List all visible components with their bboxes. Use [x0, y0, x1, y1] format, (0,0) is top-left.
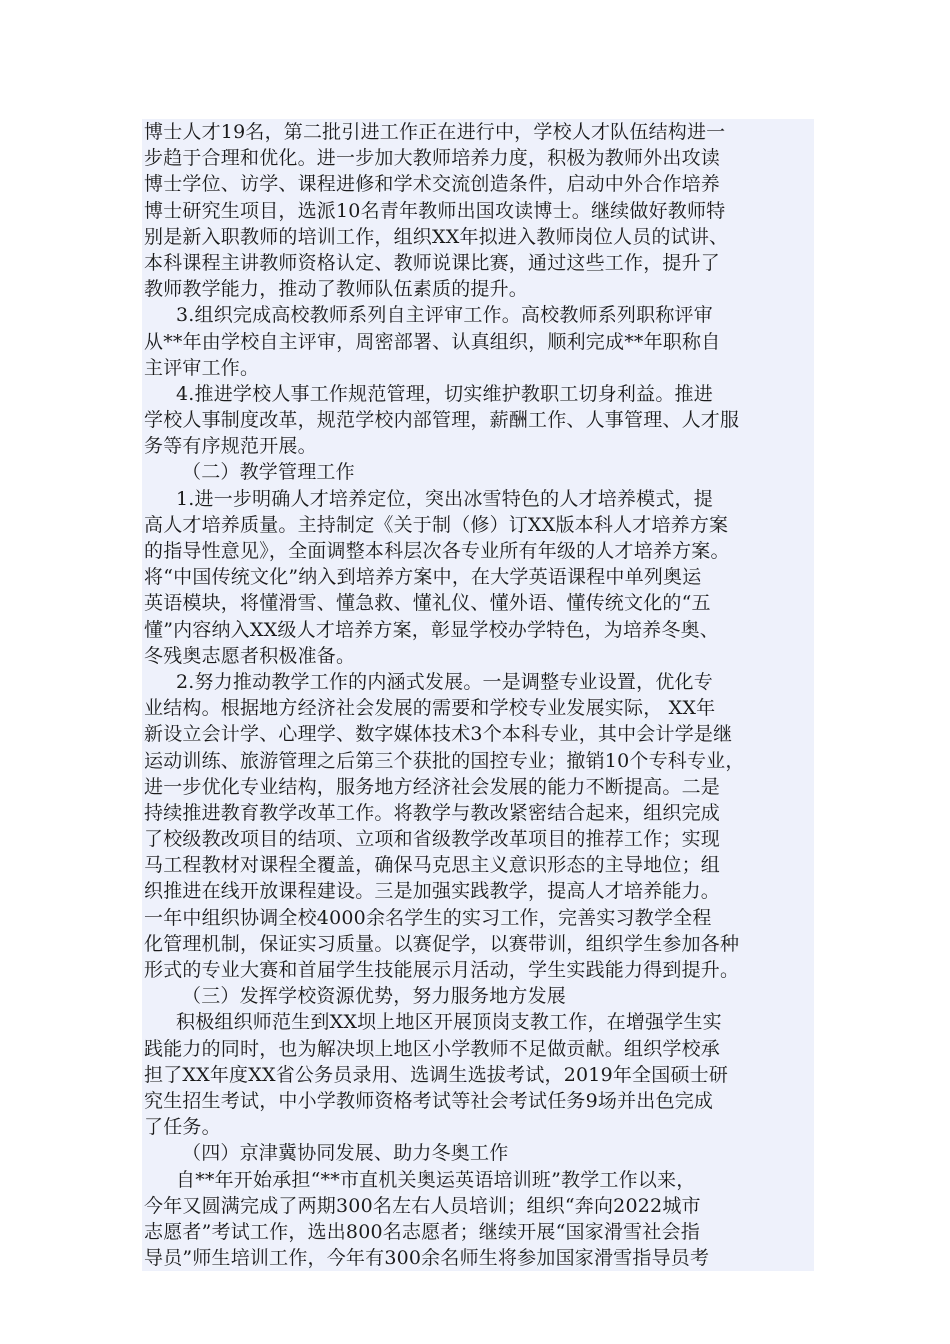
text-line: 的指导性意见》，全面调整本科层次各专业所有年级的人才培养方案。: [142, 538, 814, 564]
text-line: 步趋于合理和优化。进一步加大教师培养力度，积极为教师外出攻读: [142, 145, 814, 171]
text-line: 形式的专业大赛和首届学生技能展示月活动，学生实践能力得到提升。: [142, 957, 814, 983]
text-line: 志愿者”考试工作，选出800名志愿者；继续开展“国家滑雪社会指: [142, 1219, 814, 1245]
text-line: 今年又圆满完成了两期300名左右人员培训；组织“奔向2022城市: [142, 1193, 814, 1219]
text-line: 英语模块，将懂滑雪、懂急救、懂礼仪、懂外语、懂传统文化的“五: [142, 590, 814, 616]
text-line: 担了XX年度XX省公务员录用、选调生选拔考试，2019年全国硕士研: [142, 1062, 814, 1088]
text-line: 别是新入职教师的培训工作，组织XX年拟进入教师岗位人员的试讲、: [142, 224, 814, 250]
text-line: 博士学位、访学、课程进修和学术交流创造条件，启动中外合作培养: [142, 171, 814, 197]
text-line: 积极组织师范生到XX坝上地区开展顶岗支教工作，在增强学生实: [142, 1009, 814, 1035]
text-line: 持续推进教育教学改革工作。将教学与教改紧密结合起来，组织完成: [142, 800, 814, 826]
text-line: 究生招生考试，中小学教师资格考试等社会考试任务9场并出色完成: [142, 1088, 814, 1114]
text-line: 运动训练、旅游管理之后第三个获批的国控专业；撤销10个专科专业，: [142, 748, 814, 774]
text-line: 从**年由学校自主评审，周密部署、认真组织，顺利完成**年职称自: [142, 329, 814, 355]
text-line: 了校级教改项目的结项、立项和省级教学改革项目的推荐工作；实现: [142, 826, 814, 852]
section-heading: （二）教学管理工作: [142, 459, 814, 485]
text-line: 4.推进学校人事工作规范管理，切实维护教职工切身利益。推进: [142, 381, 814, 407]
text-line: 织推进在线开放课程建设。三是加强实践教学，提高人才培养能力。: [142, 878, 814, 904]
text-line: 将“中国传统文化”纳入到培养方案中，在大学英语课程中单列奥运: [142, 564, 814, 590]
text-line: 1.进一步明确人才培养定位，突出冰雪特色的人才培养模式，提: [142, 486, 814, 512]
text-line: 自**年开始承担“**市直机关奥运英语培训班”教学工作以来，: [142, 1167, 814, 1193]
text-line: 务等有序规范开展。: [142, 433, 814, 459]
text-line: 博士研究生项目，选派10名青年教师出国攻读博士。继续做好教师特: [142, 198, 814, 224]
text-line: 博士人才19名，第二批引进工作正在进行中，学校人才队伍结构进一: [142, 119, 814, 145]
text-line: 主评审工作。: [142, 355, 814, 381]
text-line: 化管理机制，保证实习质量。以赛促学，以赛带训，组织学生参加各种: [142, 931, 814, 957]
section-heading: （三）发挥学校资源优势，努力服务地方发展: [142, 983, 814, 1009]
text-line: 懂”内容纳入XX级人才培养方案，彰显学校办学特色，为培养冬奥、: [142, 617, 814, 643]
text-line: 马工程教材对课程全覆盖，确保马克思主义意识形态的主导地位；组: [142, 852, 814, 878]
text-line: 冬残奥志愿者积极准备。: [142, 643, 814, 669]
text-line: 践能力的同时，也为解决坝上地区小学教师不足做贡献。组织学校承: [142, 1036, 814, 1062]
text-line: 一年中组织协调全校4000余名学生的实习工作，完善实习教学全程: [142, 905, 814, 931]
text-line: 高人才培养质量。主持制定《关于制（修）订XX版本科人才培养方案: [142, 512, 814, 538]
document-body: [142, 119, 814, 1271]
text-line: 新设立会计学、心理学、数字媒体技术3个本科专业，其中会计学是继: [142, 721, 814, 747]
text-line: 本科课程主讲教师资格认定、教师说课比赛，通过这些工作，提升了: [142, 250, 814, 276]
text-line: 教师教学能力，推动了教师队伍素质的提升。: [142, 276, 814, 302]
text-line: 导员”师生培训工作，今年有300余名师生将参加国家滑雪指导员考: [142, 1245, 814, 1271]
text-line: 进一步优化专业结构，服务地方经济社会发展的能力不断提高。二是: [142, 774, 814, 800]
section-heading: （四）京津冀协同发展、助力冬奥工作: [142, 1140, 814, 1166]
text-line: 2.努力推动教学工作的内涵式发展。一是调整专业设置，优化专: [142, 669, 814, 695]
text-line: 学校人事制度改革，规范学校内部管理，薪酬工作、人事管理、人才服: [142, 407, 814, 433]
text-line: 业结构。根据地方经济社会发展的需要和学校专业发展实际， XX年: [142, 695, 814, 721]
text-line: 3.组织完成高校教师系列自主评审工作。高校教师系列职称评审: [142, 302, 814, 328]
text-line: 了任务。: [142, 1114, 814, 1140]
